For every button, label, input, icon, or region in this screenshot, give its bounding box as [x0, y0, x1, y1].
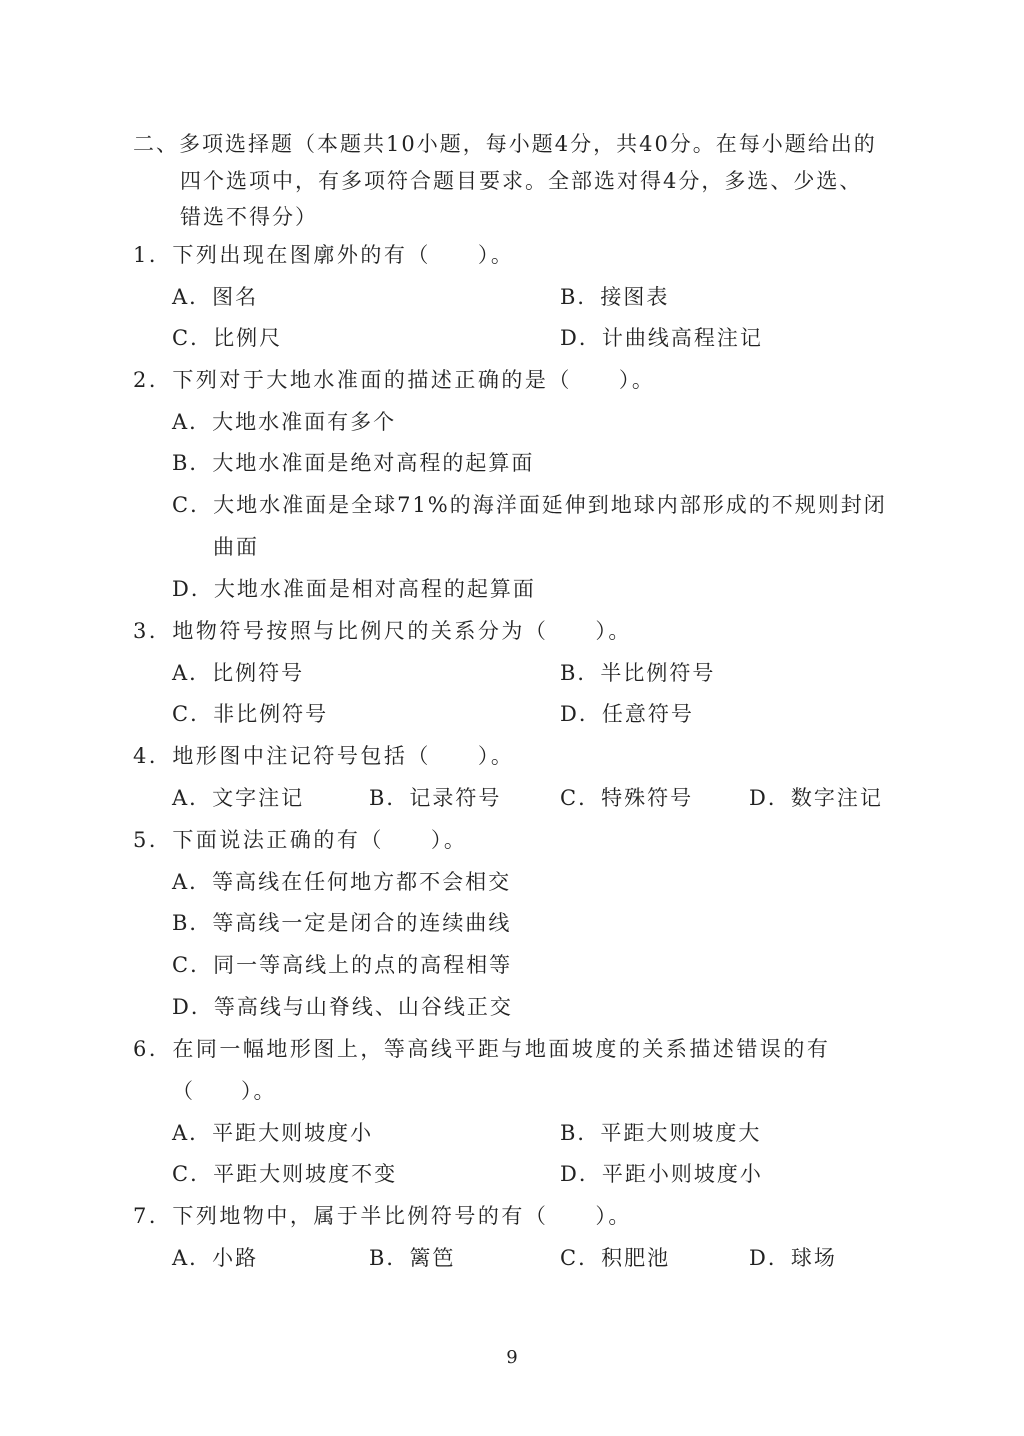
question-5-option-c: C．同一等高线上的点的高程相等 — [172, 953, 513, 977]
question-2-option-a: A．大地水准面有多个 — [172, 410, 397, 434]
question-4-option-b: B．记录符号 — [369, 786, 502, 810]
question-4-stem: 4．地形图中注记符号包括（ ）。 — [133, 744, 515, 768]
question-5-stem: 5．下面说法正确的有（ ）。 — [133, 828, 468, 852]
page-number: 9 — [506, 1347, 518, 1368]
question-3-option-b: B．半比例符号 — [560, 661, 716, 685]
question-2-option-d: D．大地水准面是相对高程的起算面 — [172, 577, 536, 601]
question-2-option-c-continuation: 曲面 — [213, 535, 259, 559]
question-5-option-a: A．等高线在任何地方都不会相交 — [172, 870, 512, 894]
question-1-option-d: D．计曲线高程注记 — [560, 326, 763, 350]
question-7-option-d: D．球场 — [749, 1246, 837, 1270]
question-6-option-b: B．平距大则坡度大 — [560, 1121, 762, 1145]
question-2-option-c: C．大地水准面是全球71%的海洋面延伸到地球内部形成的不规则封闭 — [172, 493, 887, 517]
question-1-option-c: C．比例尺 — [172, 326, 283, 350]
question-4-option-d: D．数字注记 — [749, 786, 883, 810]
question-3-option-d: D．任意符号 — [560, 702, 694, 726]
question-2-option-b: B．大地水准面是绝对高程的起算面 — [172, 451, 535, 475]
section-instructions-line-2: 错选不得分） — [180, 205, 318, 229]
question-6-stem-continuation: （ ）。 — [172, 1079, 277, 1103]
section-title: 二、多项选择题（本题共10小题，每小题4分，共40分。在每小题给出的 — [133, 132, 877, 156]
question-7-stem: 7．下列地物中，属于半比例符号的有（ ）。 — [133, 1204, 632, 1228]
question-4-option-a: A．文字注记 — [172, 786, 305, 810]
question-7-option-b: B．篱笆 — [369, 1246, 456, 1270]
question-6-option-d: D．平距小则坡度小 — [560, 1162, 763, 1186]
question-6-option-a: A．平距大则坡度小 — [172, 1121, 374, 1145]
question-6-option-c: C．平距大则坡度不变 — [172, 1162, 398, 1186]
question-2-stem: 2．下列对于大地水准面的描述正确的是（ ）。 — [133, 368, 656, 392]
question-7-option-a: A．小路 — [172, 1246, 259, 1270]
question-3-option-c: C．非比例符号 — [172, 702, 329, 726]
question-4-option-c: C．特殊符号 — [560, 786, 694, 810]
question-7-option-c: C．积肥池 — [560, 1246, 671, 1270]
question-6-stem: 6．在同一幅地形图上，等高线平距与地面坡度的关系描述错误的有 — [133, 1037, 831, 1061]
question-5-option-b: B．等高线一定是闭合的连续曲线 — [172, 911, 512, 935]
question-5-option-d: D．等高线与山脊线、山谷线正交 — [172, 995, 513, 1019]
question-1-option-b: B．接图表 — [560, 285, 670, 309]
question-1-stem: 1．下列出现在图廓外的有（ ）。 — [133, 243, 515, 267]
question-3-option-a: A．比例符号 — [172, 661, 305, 685]
section-instructions-line-1: 四个选项中，有多项符合题目要求。全部选对得4分，多选、少选、 — [180, 169, 863, 193]
question-3-stem: 3．地物符号按照与比例尺的关系分为（ ）。 — [133, 619, 632, 643]
question-1-option-a: A．图名 — [172, 285, 259, 309]
